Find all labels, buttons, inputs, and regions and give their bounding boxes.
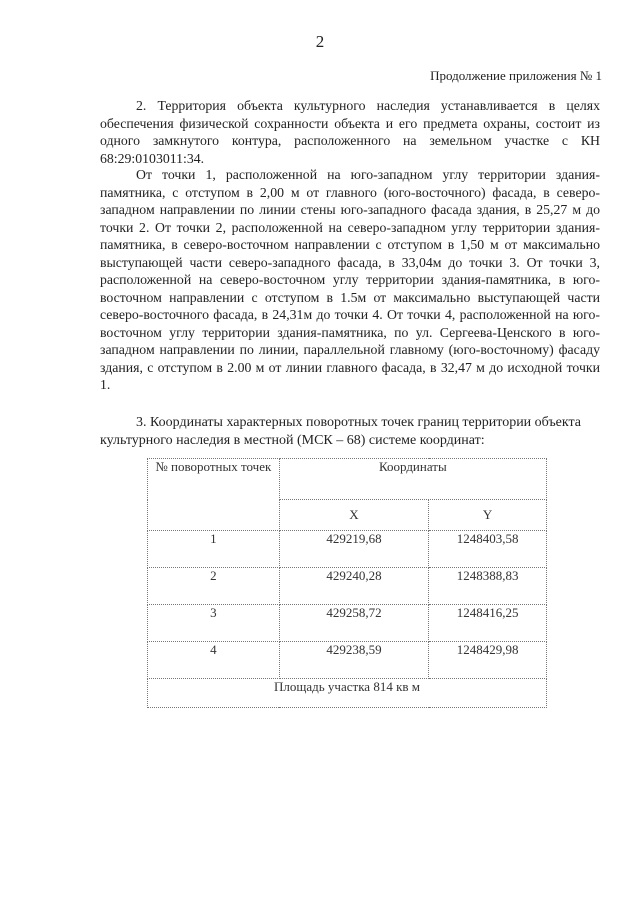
coord-x: 429240,28: [279, 568, 429, 605]
area-total: Площадь участка 814 кв м: [148, 679, 547, 708]
point-number: 2: [148, 568, 280, 605]
header-x: X: [279, 500, 429, 531]
header-y: Y: [429, 500, 547, 531]
header-points: № поворотных точек: [148, 459, 280, 531]
coordinates-heading: 3. Координаты характерных поворотных точек границ территории объекта культурного наследия в местной (МСК – 68) системе координат:: [100, 415, 582, 448]
paragraph-boundary-description: От точки 1, расположенной на юго-западном углу территории здания-памятника, с отступом в 2,00 м от главного (юго-восточного) фасада, в северо-западном направлении по линии стены юго-западного фасада здания, в 25,27 м до точки 2. От точки 2, расположенной на северо-западном углу территории здания-памятника, в северо-восточном направлении с отступом в 1,50 м от максимально выступающей части северо-западного фасада, в 33,04м до точки 3. От точки 3, расположенной на северо-восточном углу территории здания-памятника, в юго-восточном направлении с отступом в 1.5м от максимально выступающей части северо-восточного фасада, в 24,31м до точки 4. От точки 4, расположенной на юго-восточном углу территории здания-памятника, по ул. Сергеева-Ценского в юго-западном направлении по линии, параллельной главному (юго-восточному) фасаду здания, с отступом в 2.00 м от линии главного фасада, в 32,47 м до исходной точки 1.: [100, 167, 600, 392]
coord-x: 429219,68: [279, 531, 429, 568]
coord-y: 1248429,98: [429, 642, 547, 679]
header-coordinates: Координаты: [279, 459, 546, 500]
table-row: [148, 568, 547, 605]
coord-x: 429258,72: [279, 605, 429, 642]
table-row: [148, 642, 547, 679]
paragraph-territory: 2. Территория объекта культурного наследия устанавливается в целях обеспечения физической сохранности объекта и его предмета охраны, состоит из одного замкнутого контура, расположенного на земельном участке с КН 68:29:0103011:34.: [100, 98, 600, 166]
coordinates-table: [147, 458, 547, 708]
coord-x: 429238,59: [279, 642, 429, 679]
coord-y: 1248388,83: [429, 568, 547, 605]
coord-y: 1248416,25: [429, 605, 547, 642]
table-row: [148, 531, 547, 568]
page-number: 2: [315, 32, 325, 51]
point-number: 3: [148, 605, 280, 642]
point-number: 1: [148, 531, 280, 568]
annex-note: Продолжение приложения № 1: [430, 68, 602, 83]
table-row: [148, 605, 547, 642]
point-number: 4: [148, 642, 280, 679]
coord-y: 1248403,58: [429, 531, 547, 568]
